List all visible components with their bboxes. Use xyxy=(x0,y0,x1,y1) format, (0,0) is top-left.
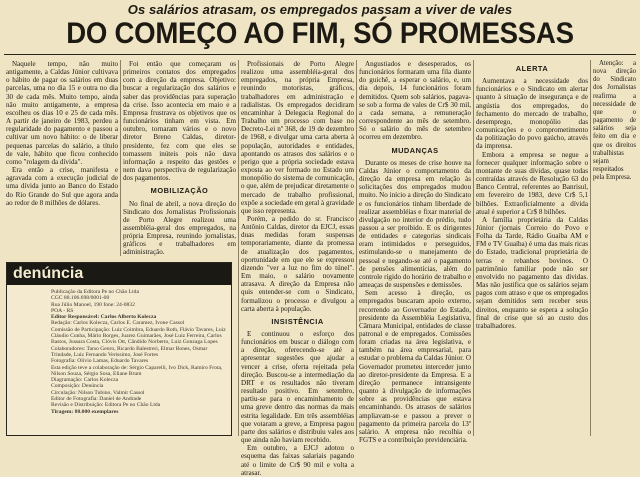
subheading-alerta: ALERTA xyxy=(515,64,549,73)
paragraph: Angustiados e desesperados, os funcionários formaram uma fila diante do guichê, a esperar o salário, e, um dia depois, 14 funcionários foram demitidos. Quem sob salários, pagava-se sob a forma de vales de Cr$ 30 mil, a cada semana, a remuneração correspondente ao mês de setembro. Só o salário do mês de setembro ocorreu em dezembro. xyxy=(359,60,471,142)
credit-line: Circulação: Nilson Tubino, Valmir Cassol xyxy=(51,389,145,396)
article-column-1 xyxy=(6,60,118,258)
credit-line: Redação: Carlos Kolecza, Carlos E. Caramez, Ivone Cassol xyxy=(51,320,185,327)
masthead-box xyxy=(6,262,232,436)
paragraph: Foi então que começaram os primeiros contatos dos empregados com a direção da empresa. Objetivo: buscar a regularização dos salários e saber das providências para superação da crise. Isso acontecia em maio e a Empresa frustrava os objetivos que os funcionários tinham em vista. Em outubro, tornaram vários e o novo diretor Breno Caldas, diretor-presidente, fez com que eles se tornassem inúteis pois não dava informação a respeito das gestões e nem dava perspectiva de regularização dos pagamentos. xyxy=(123,60,236,183)
article-column-4 xyxy=(359,60,471,445)
subheading-mobilizacao: MOBILIZAÇÃO xyxy=(150,186,209,196)
column-divider xyxy=(473,60,474,436)
paragraph: Era então a crise, manifesta e agravada com a execução judicial de uma dívida junto ao Banco do Estado do Rio Grande do Sul que agora anda ao redor de 8 milhões de dólares. xyxy=(6,166,118,207)
article-column-3 xyxy=(241,60,354,477)
credit-line: Publicação da Editora Pe no Chão Ltda xyxy=(51,289,139,295)
column-divider xyxy=(238,60,239,436)
column-divider xyxy=(120,60,121,256)
column-divider xyxy=(356,60,357,436)
paragraph: Em outubro, a EJCJ adotou o esquema das faixas salariais pagando até o limite de Cr$ 90 mil e volta a atrasar. xyxy=(241,444,354,477)
credit-line: CGC 88.106.698/0001-00 xyxy=(51,295,110,302)
paragraph: Atenção: a nova direção do Sindicato dos Jornalistas reafirma a necessidade de que o pagamento de salários seja feito em dia e que os direitos trabalhistas sejam respeitados pela Empresa. xyxy=(593,60,636,182)
article-column-6 xyxy=(593,60,636,438)
credit-line: Diagramação: Carlos Kolecza xyxy=(51,377,119,384)
credit-line: Tiragem: 80.000 exemplares xyxy=(51,408,119,415)
credit-line: Revisão e Distribuição: Editora Pe no Chão Ltda xyxy=(51,402,161,409)
subheading-mudancas: MUDANÇAS xyxy=(391,145,439,155)
credit-line: POA - RS xyxy=(51,307,74,314)
masthead-title: denúncia xyxy=(7,263,231,285)
paragraph: Naquele tempo, não muito antigamente, a Caldas Júnior cultivava o hábito de pagar os salários em duas parcelas, uma no dia 15 e outra no dia 30 de cada mês. Muito tempo, ainda não muito antigamente, a empresa escolheu os dias 10 e 25 de cada mês. A partir de janeiro de 1983, perdeu a regularidade do pagamento e passou a cultivar um novo hábito: o de liberar pequenas parcelas do salário, a título de vale, hábito que ficou conhecido como "rolagem da dívida". xyxy=(6,60,118,166)
paragraph: Sem acesso à direção, os empregados buscaram apoio externo, recorrendo ao Governador do Estado, presidente da Assembléia Legislativa, Câmara Municipal, entidades de classe patronal e de empregados. Comissões foram criadas na área legislativa, e também na área empresarial, para estudar o problema da Caldas Júnior. O Governador prometeu interceder junto ao diretor-presidente da Empresa. E a direção permanece intransigente quanto à divulgação de informações sobre as providências que estava encaminhando. Os atrasos de salários ampliavam-se e passou a prever o pagamento da primeira parcela do 13º salário. A empresa não recolhia o FGTS e a contribuição previdenciária. xyxy=(359,289,471,445)
credit-line: Fotografia: Olívio Lamas, Eduardo Tavares xyxy=(51,358,149,365)
credit-line: Comissão de Participação: Luiz Coimbra, Eduardo Roth, Flávio Tavares, Luiz Cláudio Cunha, Mário Borges, Juarez Guimarães, José Luiz Ferreira, Carlos Bastos, Jussara Costa, Clóvis Ott, Cândido Norberto, Luiz Gonzaga Lopes xyxy=(51,326,226,346)
article-column-5 xyxy=(476,60,588,438)
credit-line: Esta edição teve a colaboração de: Sérgio Caparelli, Ivo Dick, Ramiro Frota, Nilson Souza, Sérgio Sosa, Eliane Brum xyxy=(51,364,223,377)
paragraph: Profissionais de Porto Alegre realizou uma assembléia-geral dos empregados, na própria Empresa, reunindo motoristas, gráficos, trabalhadores em administração e radialistas. Os empregados decidiram encaminhar à Delegacia Regional do Trabalho um processo com base no Decreto-Lei nº 368, de 19 de dezembro de 1968, e divulgar uma carta aberta à população, autoridades e entidades, apontando os atrasos dos salários e o perigo que a própria sociedade estava exposta ao ver formado no Estado um monopólio do sistema de comunicação, o que, além de prejudicar diretamente o mercado de trabalho profissional, expõe a sociedade em geral à gravidade que isso representa. xyxy=(241,60,354,215)
column-divider xyxy=(590,60,591,436)
article-column-2 xyxy=(123,60,236,258)
paragraph: Porém, a pedido do sr. Francisco Antônio Caldas, diretor da EJCJ, essas duas medidas foram suspensas temporariamente, diante da promessa de atualização dos pagamentos, oportunidade em que ele se expressou dizendo "ver a luz no fim do túnel". Em maio, o salário novamente atrasava. A direção da Empresa não quis entender-se com o Sindicato, formalizou o processo e divulgou a carta aberta à população. xyxy=(241,214,354,313)
paragraph: Durante os meses de crise houve na Caldas Júnior o comportamento da direção da empresa em relação às solicitações dos empregados mudou muito. No início a direção do Sindicato e os funcionários tinham liberdade de realizar assembléias e fixar material de divulgação no interior do prédio, tudo passou a ser proibido. E os dirigentes de entidades e categorias sindicais eram intimidados e perseguidos, estimulando-se o manejamento de pessoal e negando-se até o pagamento de pensões alimentícias, além do controle rígido do horário de trabalho e ameaças de suspensões e demissões. xyxy=(359,158,471,290)
paragraph: E continuou o esforço dos funcionários em buscar o diálogo com a direção, oferecendo-se até a apresentar sugestões que ajudar a vencer a crise, oferta rejeitada pela direção. Buscou-se a intermediação da DRT e os resultados não tiveram resultado positivo. Em setembro, partiu-se para o encaminhamento de uma greve dentro das normas da mais estrita legalidade. Em três assembléias que votaram a greve, a Empresa pagou parte dos salários e distribuiu vales aos que ainda não haviam recebido. xyxy=(241,330,354,445)
subheading-insistencia: INSISTÊNCIA xyxy=(271,316,324,326)
masthead-credits xyxy=(51,289,227,433)
paragraph: A família proprietária da Caldas Júnior (jornais Correio do Povo e Folha da Tarde, Rádio Guaíba AM e FM e TV Guaíba) é uma das mais ricas do Estado, tradicional proprietária de terras e rebanhos bovinos. O patrimônio familiar pode não ser envolvido no pagamento das dívidas. Mas não justifica que os salários sejam pagos com atraso e que os empregados sejam demitidos sem receber seus direitos, enquanto se espera a solução final de crise que só ao custo dos trabalhadores. xyxy=(476,215,588,330)
paragraph: No final de abril, a nova direção do Sindicato dos Jornalistas Profissionais de Porto Alegre realizou uma assembléia-geral dos empregados, na própria Empresa, reunindo jornalistas, gráficos e trabalhadores em administração. xyxy=(123,199,236,257)
credit-line: Editor de Fotografia: Daniel de Andrade xyxy=(51,396,142,403)
credit-line: Editor Responsável: Carlos Alberto Kolecza xyxy=(51,314,157,321)
credit-line: Composição: Denúncia xyxy=(51,383,104,390)
paragraph: Aumentava a necessidade dos funcionários e o Sindicato em alertar quanto à situação de insegurança e de angústia dos empregados, do fechamento do mercado de trabalho, desemprego, monopólio das comunicações e o comprometimento da politização do povo gaúcho, através da imprensa. xyxy=(476,77,588,151)
kicker: Os salários atrasam, os empregados passam a viver de vales xyxy=(127,2,513,17)
headline: DO COMEÇO AO FIM, SÓ PROMESSAS xyxy=(66,17,574,50)
credit-line: Rua Júlio Manoel, 190 fone: 24-0832 xyxy=(51,301,135,308)
credit-line: Colaboradores: Tarso Genro, Ricardo Balestreri, Elmar Bones, Osmar Trindade, Luiz Fernando Verissimo, José Fortes xyxy=(51,345,208,358)
headline-rule xyxy=(4,54,636,55)
paragraph: Embora a empresa se negue a fornecer qualquer informação sobre o montante de suas dívidas, quase todas contraídas através de Resolução 63 do Banco Central, referentes ao Banrisul, em fevereiro de 1983, deve Cr$ 5,1 bilhões. Extraoficialmente a dívida atual é superior a Cr$ 8 bilhões. xyxy=(476,150,588,216)
